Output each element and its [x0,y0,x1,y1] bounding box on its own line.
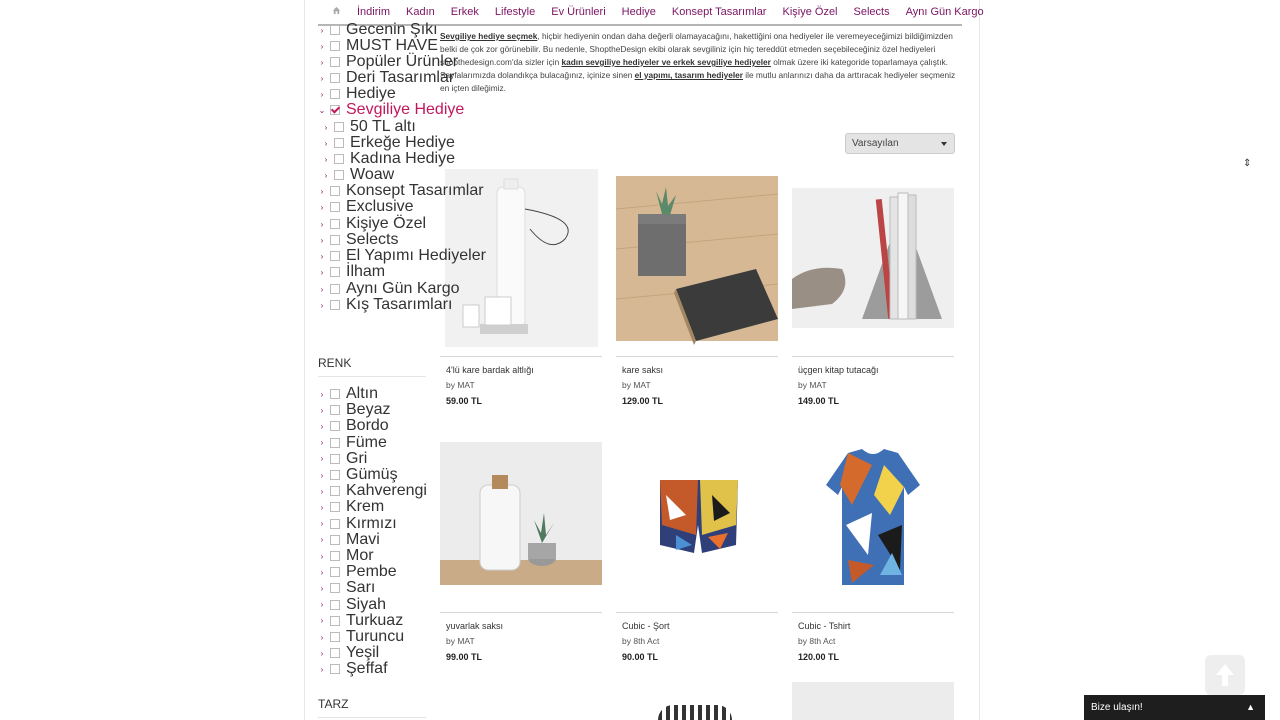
intro-link-sevgiliye-hediye[interactable]: Sevgiliye hediye seçmek [440,31,538,41]
chevron-right-icon: › [320,470,324,480]
product-brand[interactable]: by MAT [798,380,827,390]
chevron-right-icon[interactable]: › [320,284,324,294]
category-checkbox[interactable] [330,89,340,99]
nav-item-kadin[interactable]: Kadın [406,6,435,18]
color-filter-item[interactable] [318,449,368,467]
category-checkbox[interactable] [330,300,340,310]
product-image-tshirt[interactable] [792,425,954,611]
category-label[interactable]: Gecenin Şıkı [346,21,438,38]
color-filter-item[interactable] [318,595,387,613]
color-checkbox[interactable] [330,664,340,674]
chevron-right-icon: › [320,600,324,610]
category-label[interactable]: Deri Tasarımlar [346,69,455,86]
color-filter-item[interactable] [318,468,398,482]
chevron-right-icon: › [320,535,324,545]
nav-item-lifestyle[interactable]: Lifestyle [494,6,536,18]
product-card[interactable] [792,425,954,662]
product-image-partial[interactable] [658,705,732,720]
intro-text-1: , hiçbir hediyenin ondan daha değerli olamayacağını, hakettiğini ona hediyeler ile veremeyeceğimizi bildiğimizden belki de çok zor görünebilir. Bu nedenle, ShoptheDesign ekibi olarak sevgiliniz için hiç tereddüt etmeden seçebileceğiniz özel hediyeleri shopthedesign.com'da sizler için [440,31,953,67]
product-name[interactable]: üçgen kitap tutacağı [798,365,879,375]
category-item[interactable] [318,87,396,101]
color-checkbox[interactable] [330,486,340,496]
color-section-title: RENK [318,356,426,377]
chevron-right-icon: › [320,502,324,512]
category-checkbox[interactable] [330,235,340,245]
category-item[interactable] [318,103,464,117]
category-checkbox[interactable] [330,219,340,229]
product-brand[interactable]: by MAT [446,636,475,646]
chevron-right-icon: › [320,648,324,658]
category-item[interactable] [322,136,455,150]
color-label[interactable]: Kahverengi [346,482,427,500]
category-label[interactable]: 50 TL altı [350,118,416,135]
color-filter-item[interactable] [318,419,389,433]
color-checkbox[interactable] [330,583,340,593]
category-intro-text [440,30,960,95]
category-item[interactable] [318,184,484,198]
category-label[interactable]: İlham [346,263,386,280]
color-filter-item[interactable] [318,530,380,548]
chevron-right-icon[interactable]: › [320,202,324,212]
color-checkbox[interactable] [330,551,340,561]
intro-text-3: ile mutlu anlarınızı daha da arttıracak hediyeler seçmeniz en içten dileğimiz. [440,70,956,93]
category-label[interactable]: Kış Tasarımları [346,296,453,313]
category-label[interactable]: Erkeğe Hediye [350,134,455,151]
chevron-right-icon: › [320,405,324,415]
color-checkbox[interactable] [330,648,340,658]
sort-selected-label: Varsayılan [852,138,899,149]
category-label[interactable]: Kadına Hediye [350,150,455,167]
category-label[interactable]: Selects [346,231,399,248]
color-filter-item[interactable] [318,387,378,401]
category-checkbox[interactable] [334,122,344,132]
product-price: 90.00 TL [622,652,659,662]
product-card[interactable] [616,169,778,406]
chevron-right-icon: › [320,567,324,577]
chevron-right-icon: › [320,389,324,399]
color-label[interactable]: Sarı [346,579,376,597]
category-checkbox[interactable] [330,267,340,277]
product-image-shorts[interactable] [616,425,778,611]
nav-item-erkek[interactable]: Erkek [450,6,479,18]
product-card[interactable] [440,425,602,662]
intro-text-2: olmak üzere iki kategoride toparlamaya çalıştık. Sayfalarımızda dolandıkça bulacağınız, içinize sinen [440,57,948,80]
product-price: 129.00 TL [622,396,664,406]
contact-chat-bar[interactable] [1084,695,1265,720]
color-checkbox[interactable] [330,470,340,480]
color-filter-item[interactable] [318,581,375,595]
category-checkbox[interactable] [334,138,344,148]
color-checkbox[interactable] [330,632,340,642]
category-checkbox[interactable] [330,105,340,115]
color-filter-item[interactable] [318,646,379,660]
product-name[interactable]: Cubic - Şort [622,621,670,631]
nav-item-kisiye-ozel[interactable]: Kişiye Özel [782,6,838,18]
product-price: 120.00 TL [798,652,840,662]
category-checkbox[interactable] [330,41,340,51]
chevron-right-icon: › [320,616,324,626]
category-item[interactable] [318,39,438,53]
category-item[interactable] [318,249,486,263]
intro-link-kadin-erkek[interactable]: kadın sevgiliye hediyeler ve erkek sevgiliye hediyeler [561,57,771,67]
product-name[interactable]: kare saksı [622,365,664,375]
category-checkbox[interactable] [330,57,340,67]
color-checkbox[interactable] [330,389,340,399]
chevron-right-icon[interactable]: › [320,41,324,51]
category-label[interactable]: Exclusive [346,198,414,215]
chevron-right-icon: › [320,486,324,496]
product-image-square-pot[interactable] [616,169,778,355]
product-name[interactable]: Cubic - Tshirt [798,621,851,631]
color-checkbox[interactable] [330,535,340,545]
color-label[interactable]: Krem [346,498,385,516]
color-checkbox[interactable] [330,567,340,577]
category-item[interactable] [318,233,398,247]
color-checkbox[interactable] [330,600,340,610]
product-name[interactable]: 4'lü kare bardak altlığı [446,365,534,375]
category-label[interactable]: Hediye [346,85,396,102]
chevron-right-icon: › [320,632,324,642]
color-filter-item[interactable] [318,549,374,563]
nav-item-konsept[interactable]: Konsept Tasarımlar [671,6,767,18]
product-brand[interactable]: by MAT [446,380,475,390]
color-label[interactable]: Beyaz [346,401,391,419]
chevron-right-icon[interactable]: › [320,186,324,196]
category-label[interactable]: Aynı Gün Kargo [346,280,460,297]
color-label[interactable]: Şeffaf [346,660,388,678]
color-filter-item[interactable] [318,514,397,532]
category-item[interactable] [318,265,385,279]
color-filter-item[interactable] [318,611,404,629]
category-label[interactable]: Popüler Ürünler [346,53,459,70]
color-label[interactable]: Yeşil [346,644,380,662]
chevron-right-icon: › [320,551,324,561]
chevron-right-icon[interactable]: › [320,57,324,67]
chevron-right-icon: › [320,519,324,529]
chevron-right-icon: › [320,664,324,674]
category-label[interactable]: Woaw [350,166,395,183]
chevron-up-icon[interactable]: ▲ [1246,702,1255,712]
category-item[interactable] [318,71,454,85]
category-label[interactable]: Sevgiliye Hediye [346,101,465,118]
chevron-right-icon[interactable]: › [320,219,324,229]
color-label[interactable]: Altın [346,385,379,402]
category-item[interactable] [322,152,455,166]
product-image-bookend[interactable] [792,169,954,355]
color-filter-item[interactable] [318,484,427,498]
chevron-right-icon[interactable]: › [320,300,324,310]
chevron-right-icon[interactable]: › [324,122,328,132]
color-filter-item[interactable] [318,500,384,514]
chevron-right-icon[interactable]: › [324,138,328,148]
category-checkbox[interactable] [330,202,340,212]
divider [616,356,778,357]
color-filter-item[interactable] [318,433,387,451]
back-to-top-button[interactable] [1205,655,1245,695]
product-card[interactable] [616,425,778,662]
category-checkbox[interactable] [334,154,344,164]
arrow-up-icon [1215,663,1235,687]
divider [792,356,954,357]
color-label[interactable]: Siyah [346,595,387,613]
chevron-right-icon[interactable]: › [324,154,328,164]
color-label[interactable]: Turuncu [346,628,405,645]
product-image-round-pot[interactable] [440,425,602,611]
divider [440,356,602,357]
intro-link-el-yapimi[interactable]: el yapımı, tasarım hediyeler [634,70,743,80]
product-brand[interactable]: by 8th Act [798,636,836,646]
color-checkbox[interactable] [330,616,340,626]
color-label[interactable]: Bordo [346,417,389,435]
chevron-right-icon: › [320,583,324,593]
chevron-right-icon: › [320,454,324,464]
category-item[interactable] [318,23,438,37]
category-checkbox[interactable] [330,251,340,261]
chevron-right-icon: › [320,421,324,431]
color-checkbox[interactable] [330,519,340,529]
chevron-right-icon[interactable]: › [320,251,324,261]
product-brand[interactable]: by MAT [622,380,651,390]
caret-down-icon [941,142,947,146]
color-label[interactable]: Pembe [346,563,397,581]
chevron-right-icon[interactable]: › [320,25,324,35]
chevron-down-icon[interactable]: ⌄ [318,105,326,115]
color-checkbox[interactable] [330,421,340,431]
chevron-right-icon[interactable]: › [324,170,328,180]
category-checkbox[interactable] [334,170,344,180]
category-checkbox[interactable] [330,73,340,83]
nav-item-ayni-gun-kargo[interactable]: Aynı Gün Kargo [905,6,984,18]
category-checkbox[interactable] [330,25,340,35]
chevron-right-icon[interactable]: › [320,73,324,83]
product-price: 149.00 TL [798,396,840,406]
category-item[interactable] [318,282,460,296]
product-name[interactable]: yuvarlak saksı [446,621,504,631]
color-checkbox[interactable] [330,454,340,464]
home-icon[interactable] [332,6,341,18]
chevron-right-icon[interactable]: › [320,235,324,245]
color-label[interactable]: Gümüş [346,466,398,483]
color-checkbox[interactable] [330,405,340,415]
color-label[interactable]: Turkuaz [346,611,404,629]
category-label[interactable]: Kişiye Özel [346,215,427,232]
nav-item-indirim[interactable]: İndirim [357,6,391,18]
chevron-right-icon[interactable]: › [320,89,324,99]
category-item[interactable] [318,217,426,231]
category-item[interactable] [318,55,458,69]
divider [440,612,602,613]
scroll-cursor-icon: ⇕ [1243,158,1252,169]
product-price: 59.00 TL [446,396,483,406]
color-filter-item[interactable] [318,565,397,579]
color-checkbox[interactable] [330,438,340,448]
category-item[interactable] [322,168,394,182]
nav-item-ev-urunleri[interactable]: Ev Ürünleri [551,6,606,18]
color-filter-item[interactable] [318,403,390,417]
divider [616,612,778,613]
color-filter-item[interactable] [318,630,404,644]
category-checkbox[interactable] [330,186,340,196]
divider [792,612,954,613]
chevron-right-icon[interactable]: › [320,267,324,277]
color-filter-item[interactable] [318,662,388,676]
color-label[interactable]: Füme [346,433,387,451]
product-brand[interactable]: by 8th Act [622,636,660,646]
contact-label: Bize ulaşın! [1091,702,1143,713]
product-image-partial[interactable] [792,682,954,720]
color-checkbox[interactable] [330,502,340,512]
category-label[interactable]: Konsept Tasarımlar [346,182,484,199]
category-item[interactable] [322,120,416,134]
product-card[interactable] [792,169,954,406]
product-price: 99.00 TL [446,652,483,662]
sort-dropdown[interactable] [845,133,955,154]
category-checkbox[interactable] [330,284,340,294]
category-label[interactable]: El Yapımı Hediyeler [346,247,486,264]
color-label[interactable]: Kırmızı [346,514,397,532]
color-label[interactable]: Mor [346,547,374,564]
nav-item-hediye[interactable]: Hediye [621,6,656,18]
chevron-right-icon: › [320,438,324,448]
nav-item-selects[interactable]: Selects [853,6,890,18]
category-label[interactable]: MUST HAVE [346,37,438,54]
color-label[interactable]: Mavi [346,530,380,548]
category-item[interactable] [318,298,452,312]
style-section-title: TARZ [318,697,426,718]
color-label[interactable]: Gri [346,449,368,467]
category-item[interactable] [318,200,414,214]
